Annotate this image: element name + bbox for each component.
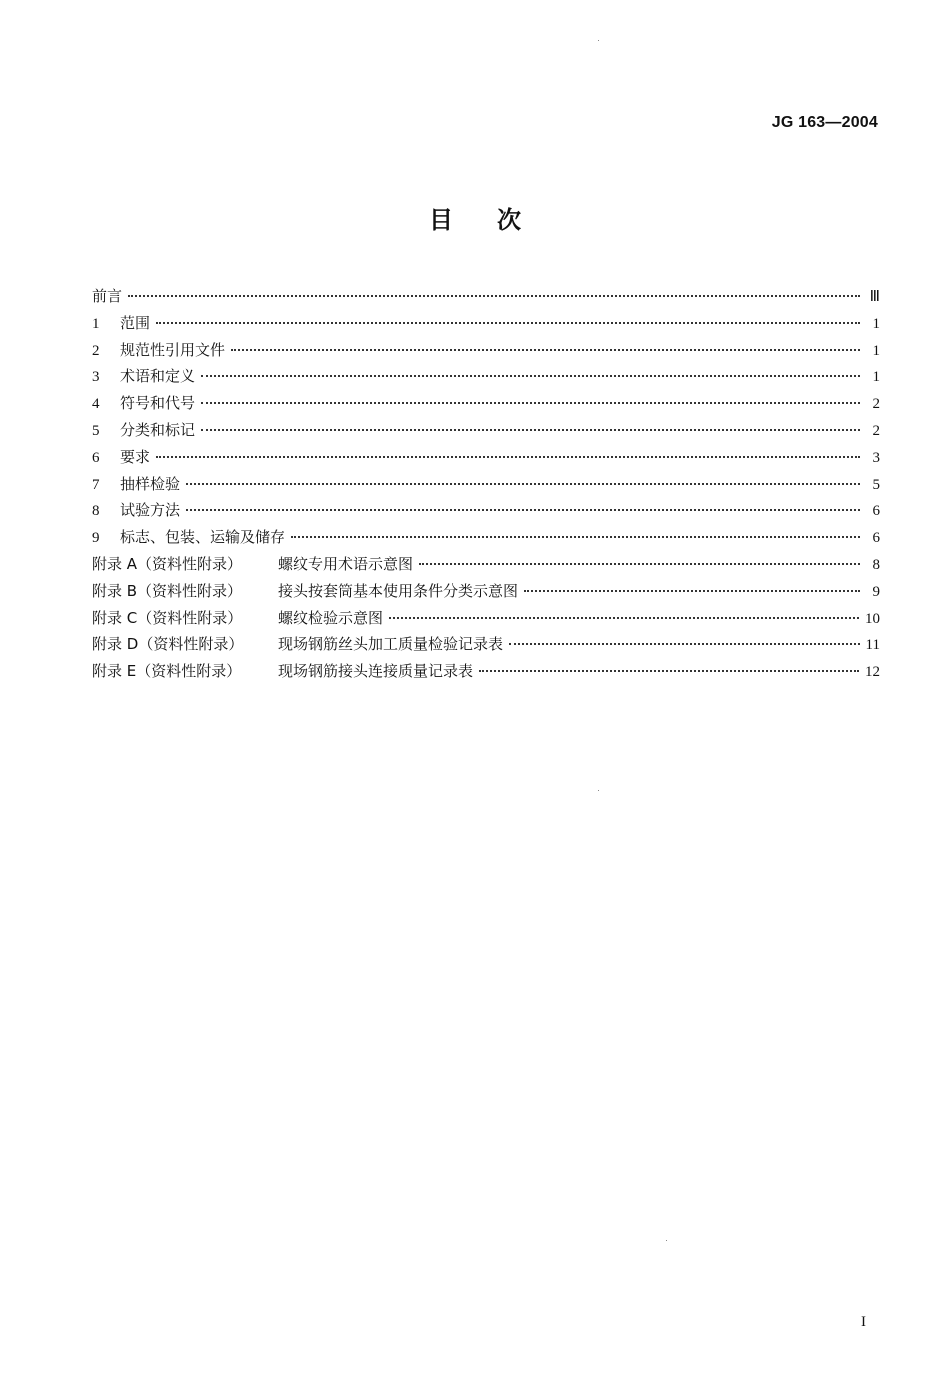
toc-entry-number: 8 xyxy=(92,503,100,520)
toc-entry-page: 10 xyxy=(865,610,880,627)
toc-entry-appendix-prefix: 附录 D（资料性附录） xyxy=(92,635,244,654)
toc-entry-label: 规范性引用文件 xyxy=(120,340,226,359)
toc-entry-appendix-prefix: 附录 C（资料性附录） xyxy=(92,608,243,627)
toc-entry-appendix-prefix: 附录 E（资料性附录） xyxy=(92,662,242,681)
toc-entry[interactable] xyxy=(92,283,880,310)
toc-dot-leader xyxy=(156,455,860,458)
toc-dot-leader xyxy=(128,294,860,297)
toc-entry-appendix-prefix: 附录 A（资料性附录） xyxy=(92,554,243,573)
toc-entry-page: 9 xyxy=(872,583,880,600)
toc-dot-leader xyxy=(509,642,860,645)
toc-entry-page: 12 xyxy=(865,664,880,681)
toc-entry-number: 9 xyxy=(92,530,100,547)
toc-entry-number: 6 xyxy=(92,449,100,466)
toc-dot-leader xyxy=(186,508,860,511)
toc-entry-number: 7 xyxy=(92,476,100,493)
toc-entry-label: 范围 xyxy=(120,313,151,332)
page-title: 目次 xyxy=(429,206,565,234)
toc-entry-label: 分类和标记 xyxy=(120,420,196,439)
toc-entry[interactable] xyxy=(92,471,880,498)
toc-dot-leader xyxy=(186,482,860,485)
toc-dot-leader xyxy=(201,374,860,377)
toc-entry-page: 1 xyxy=(872,369,880,386)
toc-entry-page: 1 xyxy=(872,342,880,359)
toc-entry-page: Ⅲ xyxy=(869,289,880,305)
toc-entry[interactable] xyxy=(92,658,880,685)
toc-entry[interactable] xyxy=(92,363,880,390)
toc-entry-label: 要求 xyxy=(120,447,151,466)
toc-entry-page: 11 xyxy=(865,637,880,654)
toc-entry-page: 8 xyxy=(872,556,880,573)
toc-entry[interactable] xyxy=(92,390,880,417)
toc-entry-label: 抽样检验 xyxy=(120,474,181,493)
page-number: I xyxy=(861,1314,866,1330)
toc-entry-appendix-prefix: 附录 B（资料性附录） xyxy=(92,581,243,600)
toc-entry-label: 标志、包装、运输及储存 xyxy=(120,528,286,547)
toc-entry-label: 螺纹专用术语示意图 xyxy=(278,554,414,573)
toc-dot-leader xyxy=(201,428,860,431)
toc-entry[interactable] xyxy=(92,310,880,337)
toc-entry-number: 3 xyxy=(92,369,100,386)
toc-entry-number: 1 xyxy=(92,315,100,332)
scan-speck xyxy=(666,1240,667,1241)
toc-entry-page: 3 xyxy=(872,449,880,466)
toc-entry-label: 现场钢筋丝头加工质量检验记录表 xyxy=(278,635,504,654)
toc-entry-number: 2 xyxy=(92,342,100,359)
table-of-contents xyxy=(92,283,880,685)
toc-entry-label: 现场钢筋接头连接质量记录表 xyxy=(278,662,474,681)
toc-dot-leader xyxy=(291,535,860,538)
toc-entry-label: 符号和代号 xyxy=(120,394,196,413)
toc-entry[interactable] xyxy=(92,444,880,471)
toc-entry-label: 术语和定义 xyxy=(120,367,196,386)
toc-entry[interactable] xyxy=(92,337,880,364)
toc-entry-page: 5 xyxy=(872,476,880,493)
toc-entry[interactable] xyxy=(92,605,880,632)
standard-code: JG 163—2004 xyxy=(771,114,878,131)
toc-entry-page: 2 xyxy=(872,396,880,413)
toc-entry-number: 5 xyxy=(92,422,100,439)
toc-dot-leader xyxy=(419,562,860,565)
scan-speck xyxy=(598,790,599,791)
scan-speck xyxy=(598,40,599,41)
toc-entry[interactable] xyxy=(92,524,880,551)
toc-dot-leader xyxy=(524,589,860,592)
toc-entry[interactable] xyxy=(92,417,880,444)
toc-entry-label: 螺纹检验示意图 xyxy=(278,608,384,627)
toc-dot-leader xyxy=(156,321,860,324)
toc-entry-page: 1 xyxy=(872,315,880,332)
toc-entry[interactable] xyxy=(92,578,880,605)
toc-entry[interactable] xyxy=(92,551,880,578)
toc-entry-label: 前言 xyxy=(92,287,123,305)
toc-dot-leader xyxy=(389,616,859,619)
toc-dot-leader xyxy=(201,401,860,404)
toc-entry[interactable] xyxy=(92,497,880,524)
toc-entry-page: 2 xyxy=(872,422,880,439)
toc-entry[interactable] xyxy=(92,631,880,658)
toc-entry-number: 4 xyxy=(92,396,100,413)
toc-entry-page: 6 xyxy=(872,503,880,520)
toc-entry-label: 接头按套筒基本使用条件分类示意图 xyxy=(278,581,519,600)
toc-entry-page: 6 xyxy=(872,530,880,547)
toc-dot-leader xyxy=(479,669,859,672)
toc-entry-label: 试验方法 xyxy=(120,501,181,520)
toc-dot-leader xyxy=(231,348,860,351)
